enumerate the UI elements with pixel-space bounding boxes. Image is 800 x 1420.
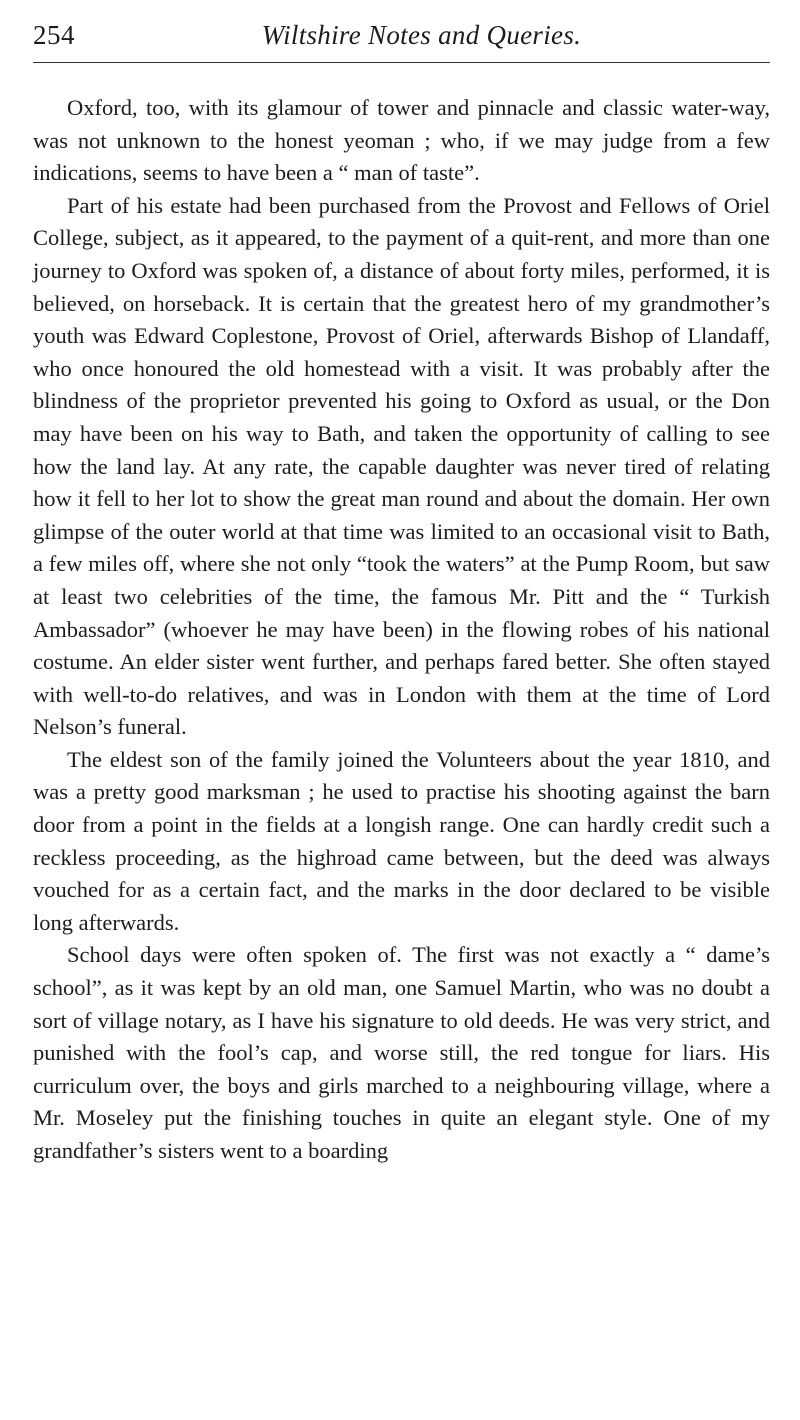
body-text [33, 92, 770, 1168]
paragraph: School days were often spoken of. The first was not exactly a “ dame’s school”, as it was kept by an old man, one Samuel Martin, who was no doubt a sort of village notary, as I have his signature to old deeds. He was very strict, and punished with the fool’s cap, and worse still, the red tongue for liars. His curriculum over, the boys and girls marched to a neighbouring village, where a Mr. Moseley put the finishing touches in quite an elegant style. One of my grandfather’s sisters went to a boarding [33, 942, 770, 1163]
paragraph: The eldest son of the family joined the Volunteers about the year 1810, and was a pretty good marksman ; he used to practise his shooting against the barn door from a point in the fields at a longish range. One can hardly credit such a reckless proceeding, as the highroad came between, but the deed was always vouched for as a certain fact, and the marks in the door declared to be visible long afterwards. [33, 746, 770, 935]
paragraph: Part of his estate had been purchased from the Provost and Fellows of Oriel College, subject, as it appeared, to the payment of a quit-rent, and more than one journey to Oxford was spoken of, a distance of about forty miles, performed, it is believed, on horseback. It is certain that the greatest hero of my grandmother’s youth was Edward Coplestone, Provost of Oriel, afterwards Bishop of Llandaff, who once honoured the old homestead with a visit. It was probably after the blindness of the proprietor prevented his going to Oxford as usual, or the Don may have been on his way to Bath, and taken the opportunity of calling to see how the land lay. At any rate, the capable daughter was never tired of relating how it fell to her lot to show the great man round and about the domain. Her own glimpse of the outer world at that time was limited to an occasional visit to Bath, a few miles off, where she not only “took the waters” at the Pump Room, but saw at least two celebrities of the time, the famous Mr. Pitt and the “ Turkish Ambassador” (whoever he may have been) in the flowing robes of his national costume. An elder sister went further, and perhaps fared better. She often stayed with well-to-do relatives, and was in London with them at the time of Lord Nelson’s funeral. [33, 192, 770, 740]
header-rule [33, 62, 770, 63]
page-number: 254 [33, 20, 75, 50]
page-header [33, 20, 770, 54]
running-title: Wiltshire Notes and Queries. [261, 20, 582, 50]
paragraph: Oxford, too, with its glamour of tower and pinnacle and classic water-way, was not unknown to the honest yeoman ; who, if we may judge from a few indications, seems to have been a “ man of taste”. [33, 95, 770, 186]
